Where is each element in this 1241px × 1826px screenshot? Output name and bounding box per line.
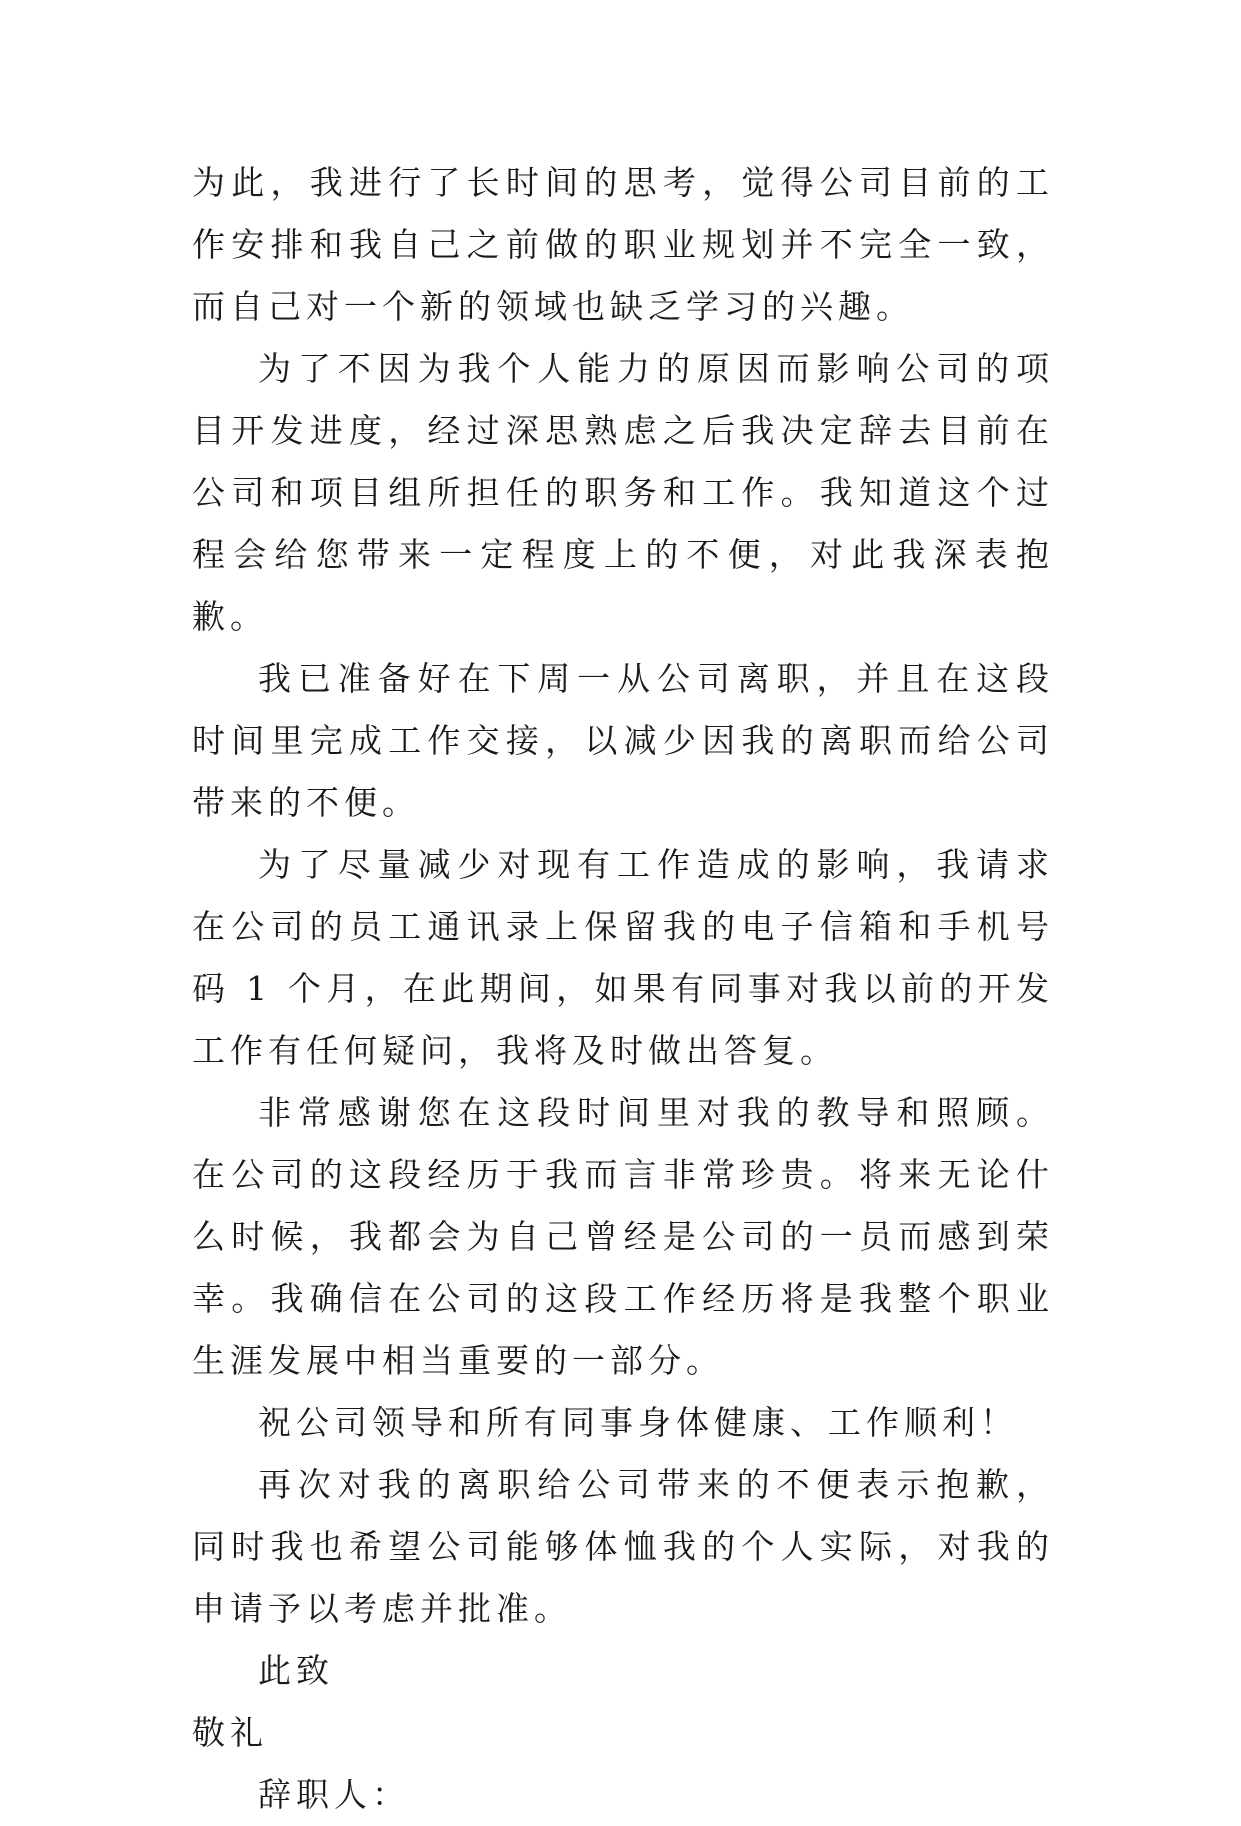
paragraph-continued: 为此，我进行了长时间的思考，觉得公司目前的工作安排和我自己之前做的职业规划并不完全一致，而自己对一个新的领域也缺乏学习的兴趣。 <box>192 163 1054 326</box>
paragraph-apology: 再次对我的离职给公司带来的不便表示抱歉，同时我也希望公司能够体恤我的个人实际，对我的申请予以考虑并批准。 <box>192 1465 1054 1628</box>
paragraph-handover: 我已准备好在下周一从公司离职，并且在这段时间里完成工作交接，以减少因我的离职而给公司带来的不便。 <box>192 659 1054 822</box>
paragraph-resignation-decision: 为了不因为我个人能力的原因而影响公司的项目开发进度，经过深思熟虑之后我决定辞去目前在公司和项目组所担任的职务和工作。我知道这个过程会给您带来一定程度上的不便，对此我深表抱歉。 <box>192 349 1054 636</box>
closing-regards: 敬礼 <box>192 1713 268 1752</box>
paragraph-thanks: 非常感谢您在这段时间里对我的教导和照顾。在公司的这段经历于我而言非常珍贵。将来无论什么时候，我都会为自己曾经是公司的一员而感到荣幸。我确信在公司的这段工作经历将是我整个职业生涯发展中相当重要的一部分。 <box>192 1093 1054 1380</box>
signature-label: 辞职人： <box>258 1775 410 1814</box>
closing-salutation: 此致 <box>258 1651 334 1690</box>
paragraph-contact-retention: 为了尽量减少对现有工作造成的影响，我请求在公司的员工通讯录上保留我的电子信箱和手机号码 1 个月，在此期间，如果有同事对我以前的开发工作有任何疑问，我将及时做出答复。 <box>192 845 1054 1070</box>
letter-body <box>192 152 1054 1826</box>
paragraph-wishes: 祝公司领导和所有同事身体健康、工作顺利！ <box>258 1403 1018 1442</box>
